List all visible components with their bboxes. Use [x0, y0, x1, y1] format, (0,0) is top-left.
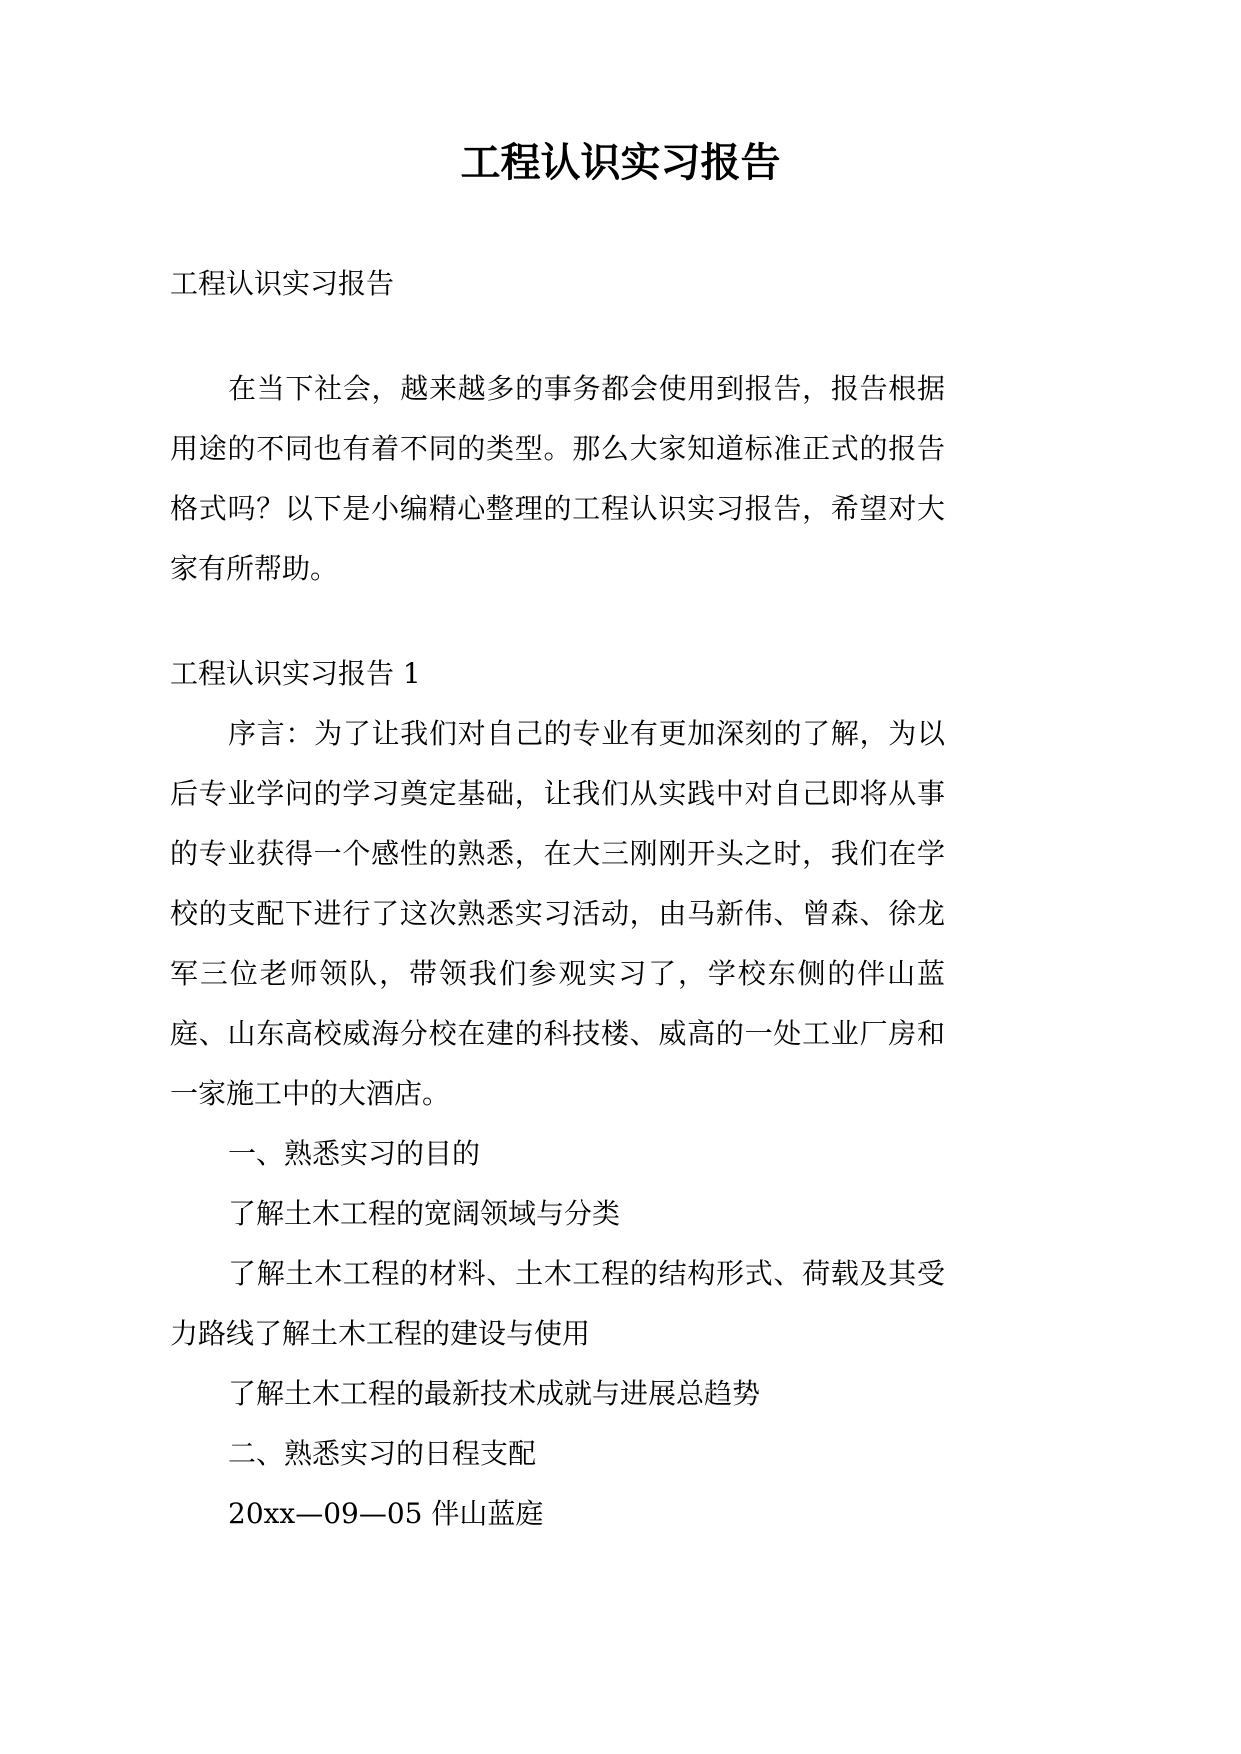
preface-paragraph: 序言：为了让我们对自己的专业有更加深刻的了解，为以后专业学问的学习奠定基础，让我们从实践中对自己即将从事的专业获得一个感性的熟悉，在大三刚刚开头之时，我们在学校的支配下进行了这次熟悉实习活动，由马新伟、曾森、徐龙军三位老师领队，带领我们参观实习了，学校东侧的伴山蓝庭、山东高校威海分校在建的科技楼、威高的一处工业厂房和一家施工中的大酒店。	[170, 717, 945, 1110]
section-heading: 工程认识实习报告 1	[170, 657, 421, 690]
purpose-item: 了解土木工程的材料、土木工程的结构形式、荷载及其受力路线了解土木工程的建设与使用	[170, 1257, 945, 1350]
purpose-item: 了解土木工程的宽阔领域与分类	[228, 1197, 621, 1230]
schedule-item: 20xx—09—05 伴山蓝庭	[228, 1497, 544, 1530]
schedule-heading: 二、熟悉实习的日程支配	[228, 1437, 537, 1470]
intro-paragraph: 在当下社会，越来越多的事务都会使用到报告，报告根据用途的不同也有着不同的类型。那么大家知道标准正式的报告格式吗？以下是小编精心整理的工程认识实习报告，希望对大家有所帮助。	[170, 372, 945, 585]
purpose-heading: 一、熟悉实习的目的	[228, 1137, 481, 1170]
document-title: 工程认识实习报告	[460, 139, 781, 186]
purpose-item: 了解土木工程的最新技术成就与进展总趋势	[228, 1377, 761, 1410]
document-body	[170, 254, 945, 1544]
document-subtitle: 工程认识实习报告	[170, 267, 395, 300]
